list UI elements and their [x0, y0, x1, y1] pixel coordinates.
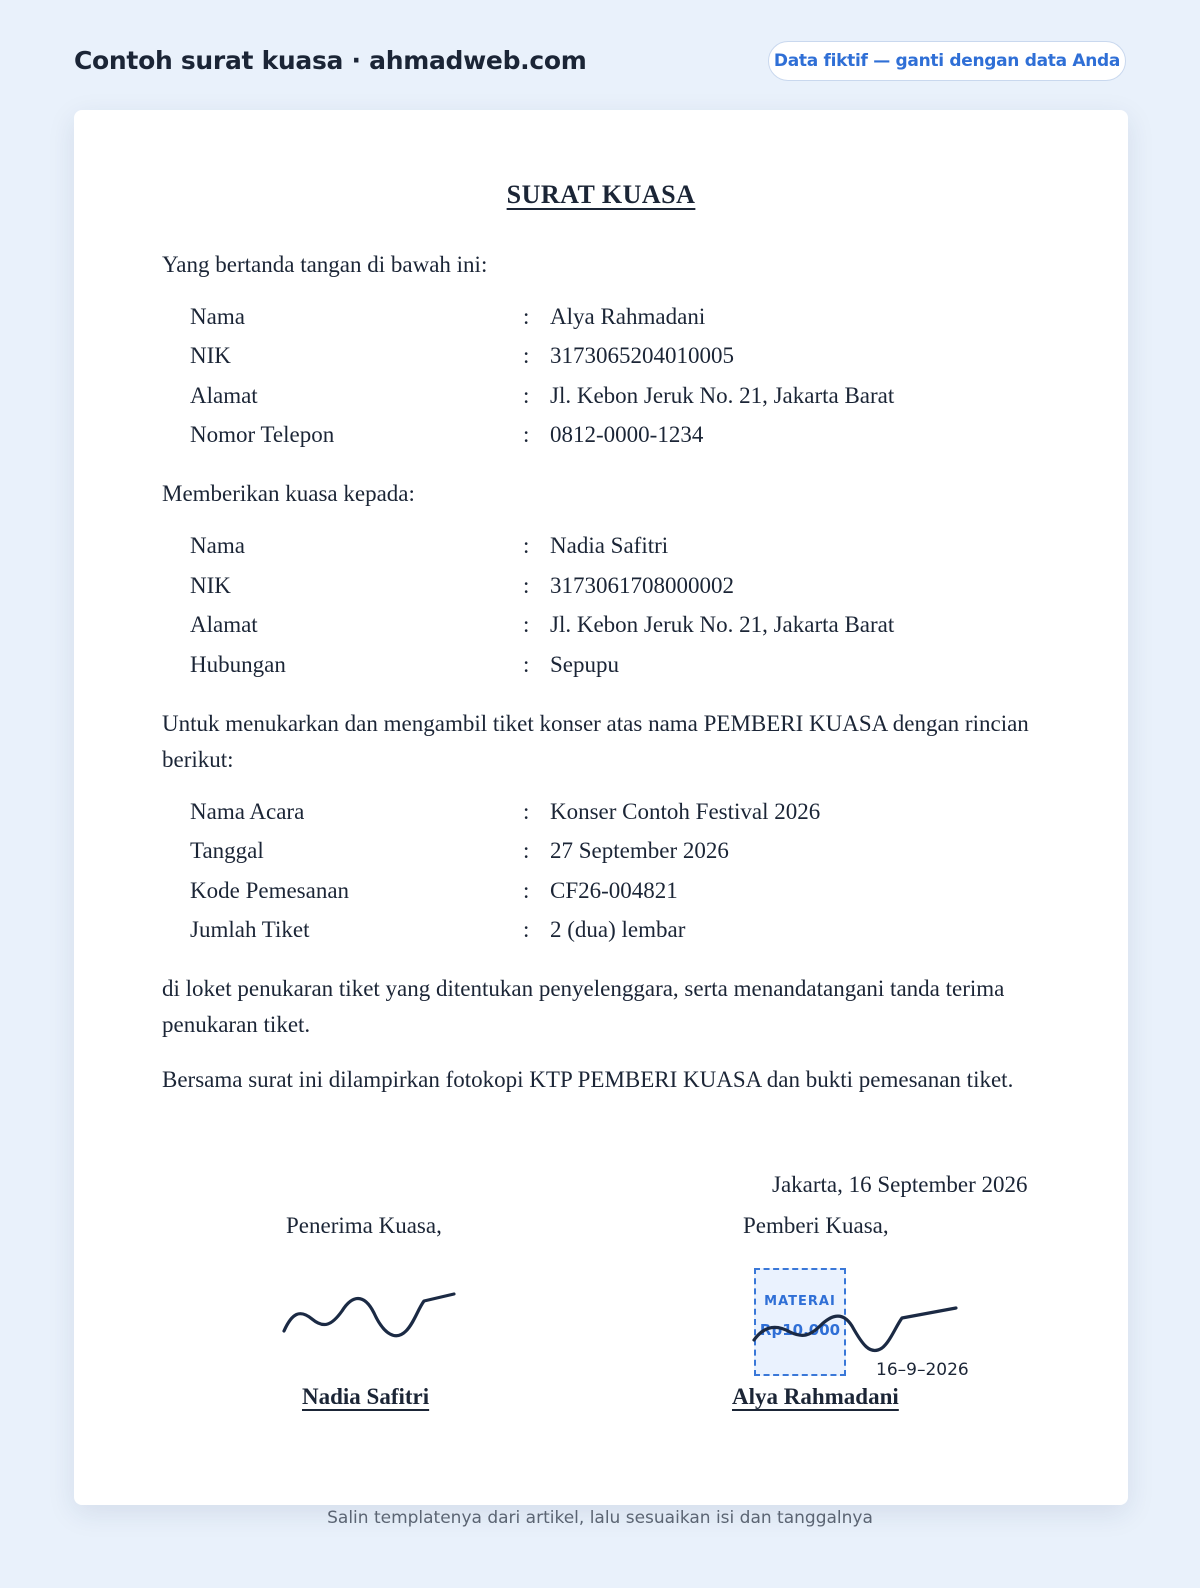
field-separator: : [523, 422, 530, 447]
stamp-label: MATERAI [764, 1294, 836, 1309]
field-label: Tanggal [190, 838, 264, 863]
field-value: Sepupu [550, 652, 619, 677]
grantor-name-row [190, 304, 1040, 338]
place-date: Jakarta, 16 September 2026 [772, 1172, 1028, 1197]
field-label: Nama [190, 304, 245, 329]
field-value: Jl. Kebon Jeruk No. 21, Jakarta Barat [550, 612, 895, 637]
field-value: 27 September 2026 [550, 838, 729, 863]
grantor-address-row [190, 383, 1040, 417]
giver-name: Alya Rahmadani [732, 1384, 899, 1409]
field-separator: : [523, 343, 530, 368]
field-value: CF26-004821 [550, 878, 678, 903]
event-date-row [190, 838, 1040, 872]
field-separator: : [523, 304, 530, 329]
field-separator: : [523, 917, 530, 942]
field-separator: : [523, 383, 530, 408]
grantee-relation-row [190, 652, 1040, 686]
field-value: 0812-0000-1234 [550, 422, 704, 447]
field-label: Alamat [190, 383, 258, 408]
field-label: Nomor Telepon [190, 422, 335, 447]
receiver-signature [278, 1285, 468, 1345]
stamp-value: Rp10.000 [759, 1321, 841, 1339]
event-name-row [190, 799, 1040, 833]
receiver-role: Penerima Kuasa, [286, 1213, 442, 1238]
letter-title: SURAT KUASA [506, 180, 696, 209]
field-value: Konser Contoh Festival 2026 [550, 799, 821, 824]
field-value: 3173065204010005 [550, 343, 734, 368]
fictional-data-badge: Data fiktif — ganti dengan data Anda [768, 41, 1126, 81]
giver-role: Pemberi Kuasa, [743, 1213, 889, 1238]
field-value: 3173061708000002 [550, 573, 734, 598]
grantor-phone-row [190, 422, 1040, 456]
field-label: Kode Pemesanan [190, 878, 350, 903]
field-separator: : [523, 533, 530, 558]
field-separator: : [523, 878, 530, 903]
field-label: Alamat [190, 612, 258, 637]
booking-code-row [190, 878, 1040, 912]
site-title: Contoh surat kuasa · ahmadweb.com [74, 46, 587, 75]
letter-document [74, 110, 1128, 1505]
field-label: Nama [190, 533, 245, 558]
footer-note: Salin templatenya dari artikel, lalu sesuaikan isi dan tanggalnya [327, 1508, 873, 1528]
field-value: Alya Rahmadani [550, 304, 706, 329]
giver-signature [750, 1300, 970, 1360]
purpose-text: Untuk menukarkan dan mengambil tiket konser atas nama PEMBERI KUASA dengan rincian berikut: [162, 711, 1029, 772]
field-separator: : [523, 652, 530, 677]
field-label: Nama Acara [190, 799, 305, 824]
grantor-nik-row [190, 343, 1040, 377]
field-label: NIK [190, 343, 231, 368]
grantee-name-row [190, 533, 1040, 567]
field-label: NIK [190, 573, 231, 598]
field-separator: : [523, 838, 530, 863]
ticket-count-row [190, 917, 1040, 951]
field-label: Hubungan [190, 652, 286, 677]
field-value: 2 (dua) lembar [550, 917, 686, 942]
location-text: di loket penukaran tiket yang ditentukan penyelenggara, serta menandatangani tanda terima penukaran tiket. [162, 976, 1005, 1037]
field-value: Nadia Safitri [550, 533, 669, 558]
attachment-text: Bersama surat ini dilampirkan fotokopi KTP PEMBERI KUASA dan bukti pemesanan tiket. [162, 1067, 1014, 1092]
field-separator: : [523, 573, 530, 598]
field-value: Jl. Kebon Jeruk No. 21, Jakarta Barat [550, 383, 895, 408]
grantee-address-row [190, 612, 1040, 646]
signature-date: 16–9–2026 [876, 1360, 969, 1380]
grantee-nik-row [190, 573, 1040, 607]
field-label: Jumlah Tiket [190, 917, 310, 942]
grant-intro-text: Memberikan kuasa kepada: [162, 481, 415, 506]
field-separator: : [523, 799, 530, 824]
receiver-name: Nadia Safitri [302, 1384, 430, 1409]
field-separator: : [523, 612, 530, 637]
intro-text: Yang bertanda tangan di bawah ini: [162, 252, 488, 277]
letter-paper [74, 110, 1128, 1505]
